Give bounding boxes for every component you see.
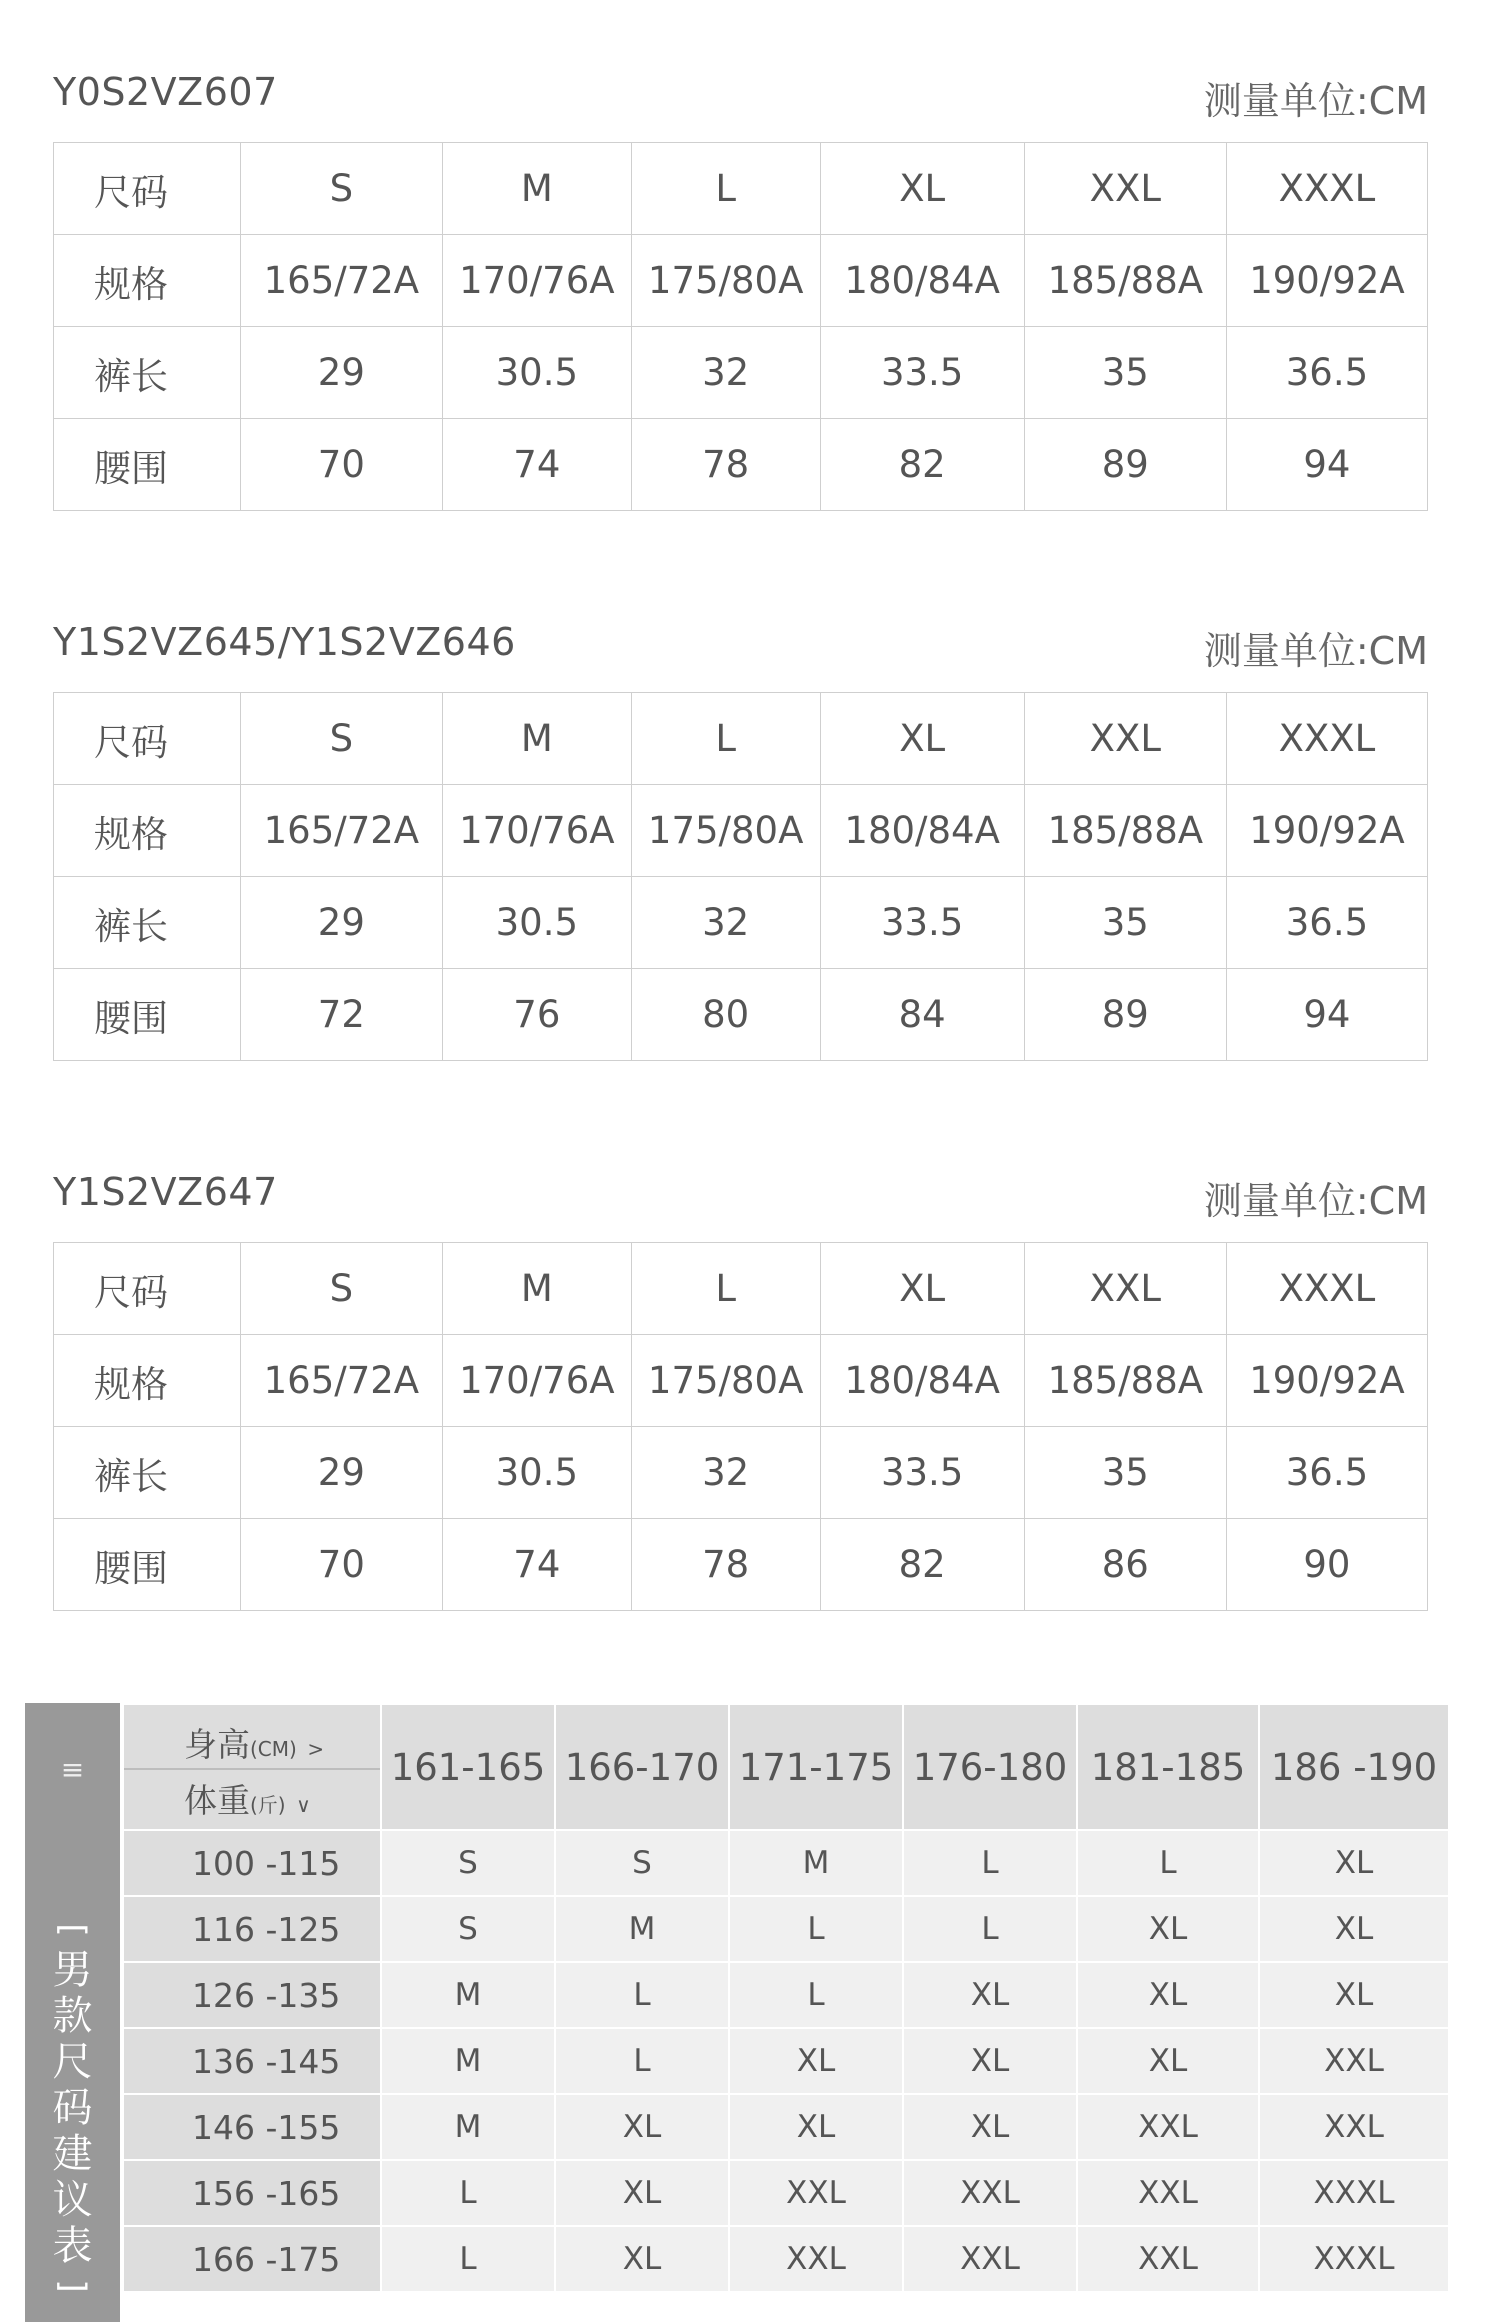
size-cell: 94: [1226, 969, 1427, 1061]
size-table: [53, 142, 1428, 511]
recommended-size: XL: [1259, 1896, 1449, 1962]
size-cell: 32: [631, 1427, 820, 1519]
row-label: 尺码: [54, 693, 241, 785]
size-row: [54, 969, 1428, 1061]
recommended-size: XXL: [1077, 2226, 1259, 2292]
weight-range: 126 -135: [123, 1962, 381, 2028]
size-cell: 29: [240, 1427, 442, 1519]
size-cell: XXXL: [1226, 693, 1427, 785]
size-cell: 180/84A: [820, 235, 1024, 327]
size-cell: 36.5: [1226, 1427, 1427, 1519]
size-cell: M: [442, 143, 631, 235]
height-range-header: 161-165: [381, 1704, 555, 1830]
recommended-size: XXL: [903, 2160, 1077, 2226]
size-row: [54, 1243, 1428, 1335]
size-cell: 170/76A: [442, 1335, 631, 1427]
size-cell: 29: [240, 877, 442, 969]
size-cell: 94: [1226, 419, 1427, 511]
weight-range: 116 -125: [123, 1896, 381, 1962]
size-cell: 175/80A: [631, 1335, 820, 1427]
size-cell: 32: [631, 327, 820, 419]
recommended-size: M: [381, 2028, 555, 2094]
recommended-size: XXXL: [1259, 2160, 1449, 2226]
size-cell: 175/80A: [631, 235, 820, 327]
recommended-size: L: [555, 1962, 729, 2028]
row-label: 裤长: [54, 877, 241, 969]
title-char: 尺: [52, 2039, 93, 2085]
size-cell: 80: [631, 969, 820, 1061]
size-cell: 72: [240, 969, 442, 1061]
size-cell: 30.5: [442, 877, 631, 969]
section-header: [53, 1170, 1428, 1223]
row-label: 裤长: [54, 1427, 241, 1519]
height-range-header: 166-170: [555, 1704, 729, 1830]
title-char: 男: [52, 1947, 93, 1993]
recommended-size: XL: [903, 2094, 1077, 2160]
size-cell: 35: [1024, 1427, 1226, 1519]
size-cell: 190/92A: [1226, 1335, 1427, 1427]
row-label: 规格: [54, 235, 241, 327]
size-section-2: [53, 620, 1428, 1040]
size-cell: 35: [1024, 877, 1226, 969]
size-row: [54, 1335, 1428, 1427]
size-row: [54, 327, 1428, 419]
size-cell: 180/84A: [820, 785, 1024, 877]
recommendation-row: [123, 2226, 1449, 2292]
bracket-close: ]: [52, 2279, 93, 2293]
recommended-size: XL: [1077, 1896, 1259, 1962]
section-header: [53, 70, 1428, 123]
measure-unit: 测量单位:CM: [1203, 79, 1428, 123]
recommended-size: L: [903, 1830, 1077, 1896]
product-code: Y0S2VZ607: [53, 70, 278, 114]
recommended-size: M: [381, 2094, 555, 2160]
row-label: 腰围: [54, 419, 241, 511]
size-cell: XXXL: [1226, 1243, 1427, 1335]
recommendation-sidebar: [25, 1703, 120, 2322]
size-cell: 78: [631, 1519, 820, 1611]
recommended-size: M: [555, 1896, 729, 1962]
recommended-size: XL: [729, 2028, 903, 2094]
size-cell: 76: [442, 969, 631, 1061]
weight-range: 100 -115: [123, 1830, 381, 1896]
title-char: 议: [52, 2177, 93, 2223]
recommended-size: XL: [555, 2226, 729, 2292]
weight-range: 166 -175: [123, 2226, 381, 2292]
title-char: 表: [52, 2223, 93, 2269]
row-label: 尺码: [54, 1243, 241, 1335]
size-cell: XXL: [1024, 693, 1226, 785]
size-cell: 185/88A: [1024, 1335, 1226, 1427]
size-cell: L: [631, 1243, 820, 1335]
recommended-size: L: [381, 2160, 555, 2226]
recommended-size: XXL: [1077, 2160, 1259, 2226]
size-cell: 32: [631, 877, 820, 969]
size-cell: 35: [1024, 327, 1226, 419]
size-table: [53, 692, 1428, 1061]
height-range-header: 171-175: [729, 1704, 903, 1830]
size-cell: 30.5: [442, 327, 631, 419]
size-row: [54, 785, 1428, 877]
recommended-size: XXL: [1259, 2028, 1449, 2094]
bracket-open: [: [52, 1923, 93, 1937]
size-cell: XXL: [1024, 1243, 1226, 1335]
height-range-header: 176-180: [903, 1704, 1077, 1830]
size-cell: 33.5: [820, 1427, 1024, 1519]
size-cell: S: [240, 143, 442, 235]
size-cell: 190/92A: [1226, 785, 1427, 877]
size-section-3: [53, 1170, 1428, 1590]
size-cell: 185/88A: [1024, 235, 1226, 327]
height-label: 身高(CM) >: [184, 1725, 325, 1764]
size-table: [53, 1242, 1428, 1611]
recommended-size: S: [381, 1830, 555, 1896]
recommendation-row: [123, 2094, 1449, 2160]
size-cell: 74: [442, 419, 631, 511]
size-row: [54, 693, 1428, 785]
recommended-size: XXL: [729, 2160, 903, 2226]
recommendation-row: [123, 2028, 1449, 2094]
section-header: [53, 620, 1428, 673]
recommendation-row: [123, 1962, 1449, 2028]
recommended-size: XXL: [1259, 2094, 1449, 2160]
recommended-size: XL: [1077, 1962, 1259, 2028]
size-cell: 90: [1226, 1519, 1427, 1611]
title-char: 建: [52, 2131, 93, 2177]
size-cell: 185/88A: [1024, 785, 1226, 877]
recommended-size: L: [729, 1896, 903, 1962]
recommendation-row: [123, 1896, 1449, 1962]
size-cell: 89: [1024, 419, 1226, 511]
product-code: Y1S2VZ645/Y1S2VZ646: [53, 620, 516, 664]
size-cell: 33.5: [820, 327, 1024, 419]
size-cell: 36.5: [1226, 327, 1427, 419]
size-cell: 70: [240, 419, 442, 511]
recommended-size: S: [381, 1896, 555, 1962]
height-range-header: 186 -190: [1259, 1704, 1449, 1830]
row-label: 规格: [54, 1335, 241, 1427]
recommendation-grid: [122, 1703, 1450, 2293]
size-cell: 70: [240, 1519, 442, 1611]
size-cell: XXXL: [1226, 143, 1427, 235]
height-range-header: 181-185: [1077, 1704, 1259, 1830]
recommended-size: XL: [1077, 2028, 1259, 2094]
row-label: 裤长: [54, 327, 241, 419]
measure-unit: 测量单位:CM: [1203, 1179, 1428, 1223]
recommended-size: XL: [729, 2094, 903, 2160]
size-cell: 33.5: [820, 877, 1024, 969]
title-chars: [25, 1947, 120, 2269]
recommendation-title: [25, 1913, 120, 2303]
size-cell: 82: [820, 419, 1024, 511]
recommended-size: XL: [903, 1962, 1077, 2028]
size-cell: M: [442, 1243, 631, 1335]
size-cell: 190/92A: [1226, 235, 1427, 327]
recommended-size: L: [729, 1962, 903, 2028]
size-recommendation-table: [25, 1703, 1451, 2322]
recommended-size: M: [729, 1830, 903, 1896]
row-label: 尺码: [54, 143, 241, 235]
recommended-size: XL: [1259, 1830, 1449, 1896]
size-cell: 175/80A: [631, 785, 820, 877]
size-cell: XL: [820, 1243, 1024, 1335]
size-cell: 86: [1024, 1519, 1226, 1611]
recommended-size: XL: [903, 2028, 1077, 2094]
size-cell: XL: [820, 693, 1024, 785]
recommended-size: L: [1077, 1830, 1259, 1896]
weight-range: 146 -155: [123, 2094, 381, 2160]
size-cell: M: [442, 693, 631, 785]
recommended-size: M: [381, 1962, 555, 2028]
size-section-1: [53, 70, 1428, 490]
recommended-size: L: [555, 2028, 729, 2094]
recommended-size: L: [381, 2226, 555, 2292]
recommended-size: XXL: [729, 2226, 903, 2292]
recommended-size: XXL: [903, 2226, 1077, 2292]
size-row: [54, 877, 1428, 969]
size-cell: 74: [442, 1519, 631, 1611]
row-label: 腰围: [54, 1519, 241, 1611]
size-cell: 29: [240, 327, 442, 419]
size-cell: S: [240, 1243, 442, 1335]
recommendation-row: [123, 1830, 1449, 1896]
size-cell: 165/72A: [240, 785, 442, 877]
recommended-size: XL: [555, 2160, 729, 2226]
height-weight-header: [123, 1704, 381, 1830]
recommended-size: XXXL: [1259, 2226, 1449, 2292]
measure-unit: 测量单位:CM: [1203, 629, 1428, 673]
product-code: Y1S2VZ647: [53, 1170, 278, 1214]
menu-icon: ≡: [60, 1753, 85, 1786]
title-char: 码: [52, 2085, 93, 2131]
size-cell: 170/76A: [442, 235, 631, 327]
size-row: [54, 235, 1428, 327]
header-divider: [124, 1768, 380, 1770]
size-cell: 30.5: [442, 1427, 631, 1519]
size-cell: XXL: [1024, 143, 1226, 235]
header-row: [123, 1704, 1449, 1830]
size-cell: 165/72A: [240, 235, 442, 327]
size-row: [54, 1427, 1428, 1519]
size-row: [54, 143, 1428, 235]
recommended-size: L: [903, 1896, 1077, 1962]
size-cell: 170/76A: [442, 785, 631, 877]
weight-label: 体重(斤) ∨: [184, 1781, 311, 1820]
size-cell: S: [240, 693, 442, 785]
recommended-size: XL: [1259, 1962, 1449, 2028]
size-cell: 165/72A: [240, 1335, 442, 1427]
size-cell: L: [631, 143, 820, 235]
size-cell: 180/84A: [820, 1335, 1024, 1427]
size-row: [54, 419, 1428, 511]
size-cell: 78: [631, 419, 820, 511]
size-cell: 82: [820, 1519, 1024, 1611]
size-cell: 89: [1024, 969, 1226, 1061]
size-cell: 36.5: [1226, 877, 1427, 969]
size-row: [54, 1519, 1428, 1611]
size-cell: 84: [820, 969, 1024, 1061]
weight-range: 156 -165: [123, 2160, 381, 2226]
title-char: 款: [52, 1993, 93, 2039]
weight-range: 136 -145: [123, 2028, 381, 2094]
recommendation-row: [123, 2160, 1449, 2226]
size-cell: L: [631, 693, 820, 785]
recommended-size: S: [555, 1830, 729, 1896]
recommended-size: XXL: [1077, 2094, 1259, 2160]
row-label: 腰围: [54, 969, 241, 1061]
recommended-size: XL: [555, 2094, 729, 2160]
row-label: 规格: [54, 785, 241, 877]
size-cell: XL: [820, 143, 1024, 235]
